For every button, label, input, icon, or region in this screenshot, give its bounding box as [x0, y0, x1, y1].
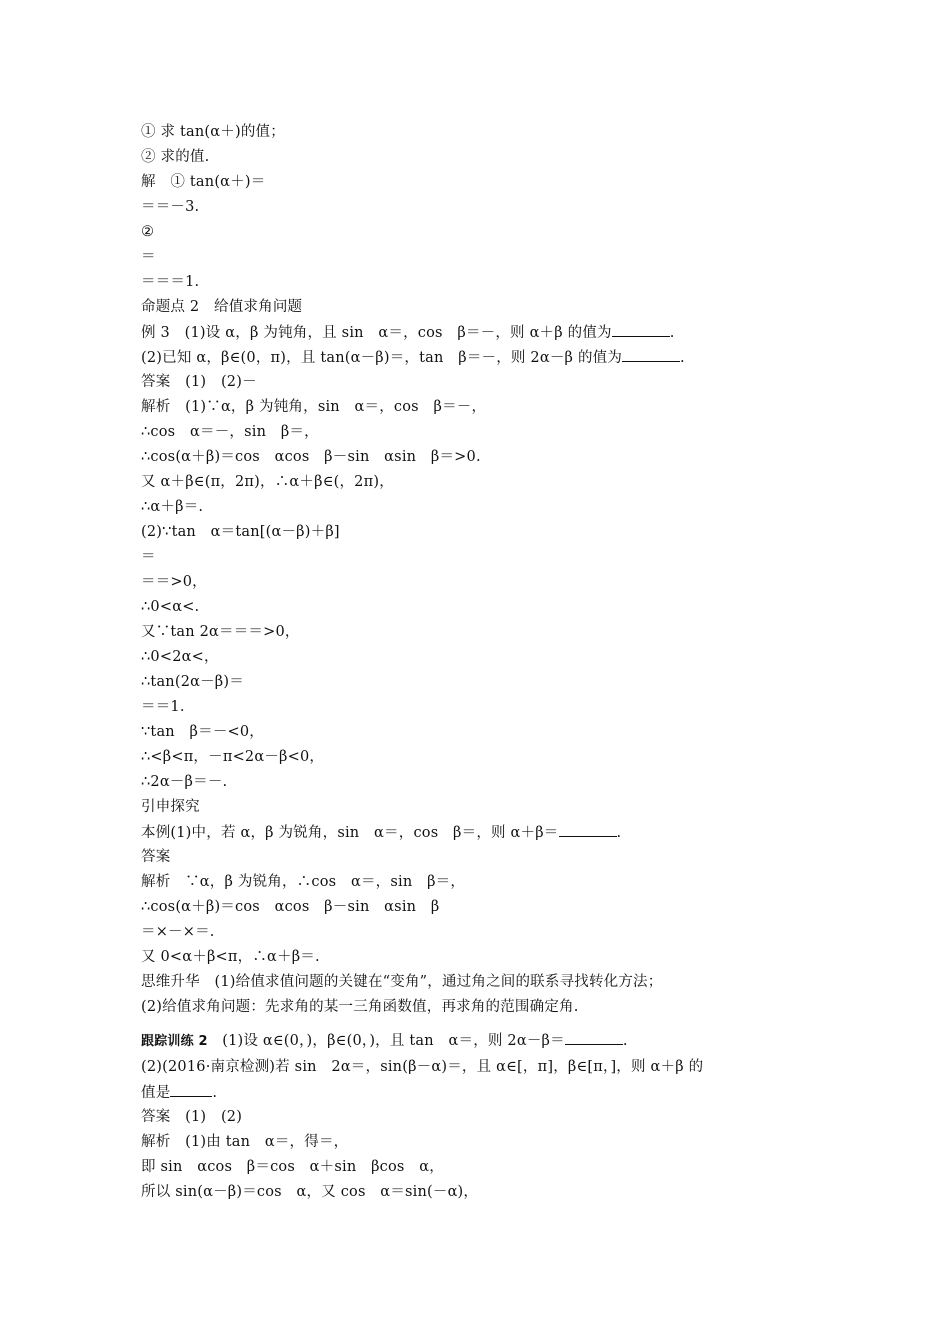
example-question-1	[141, 322, 675, 343]
analysis-line: 解析 (1)∵α，β 为钝角，sin α＝，cos β＝－，	[141, 399, 487, 415]
text-line: ＝×－×＝.	[141, 924, 215, 940]
text-line: ＝	[141, 249, 156, 265]
analysis-line: 解析 (1)由 tan α＝，得＝，	[141, 1134, 349, 1150]
section-heading: 引申探究	[141, 799, 200, 815]
question-text: 例 3 (1)设 α，β 为钝角，且 sin α＝，cos β＝－，则 α＋β 的值为	[141, 325, 612, 341]
period: .	[680, 350, 685, 366]
text-line: ②	[141, 224, 155, 240]
text-line: ＝＝＝1.	[141, 274, 200, 290]
text-line: ＝＝>0，	[141, 574, 207, 590]
text-line: ∴0<α<.	[141, 599, 200, 615]
text-line: (2)∵tan α＝tan[(α－β)＋β]	[141, 524, 340, 540]
answer-blank	[170, 1082, 212, 1097]
summary-line: (2)给值求角问题：先求角的某一三角函数值，再求角的范围确定角.	[141, 999, 579, 1015]
text-line: 又 α＋β∈(π，2π)，∴α＋β∈(，2π)，	[141, 474, 394, 490]
answer-blank	[612, 322, 670, 337]
text-line: ∴2α－β＝－.	[141, 774, 228, 790]
track-question-2: (2)(2016·南京检测)若 sin 2α＝，sin(β－α)＝，且 α∈[，π]，β∈[π，]，则 α＋β 的	[141, 1059, 704, 1075]
track-question-2-end	[141, 1082, 217, 1103]
text-line: ∵tan β＝－<0，	[141, 724, 264, 740]
text-line: ∴cos(α＋β)＝cos αcos β－sin αsin β＝>0.	[141, 449, 481, 465]
answer-line: 答案	[141, 849, 171, 865]
analysis-line: 解析 ∵α，β 为锐角，∴cos α＝，sin β＝，	[141, 874, 466, 890]
question-text: 值是	[141, 1085, 171, 1101]
text-line: ＝＝1.	[141, 699, 185, 715]
period: .	[669, 325, 675, 341]
extension-question	[141, 822, 621, 843]
track-question-1	[141, 1030, 628, 1052]
text-line: ∴<β<π，－π<2α－β<0，	[141, 749, 325, 765]
text-line: 又 0<α＋β<π，∴α＋β＝.	[141, 949, 320, 965]
question-text: (2)已知 α，β∈(0，π)，且 tan(α－β)＝，tan β＝－，则 2α－β 的值为	[141, 350, 623, 366]
text-line: ∴cos(α＋β)＝cos αcos β－sin αsin β	[141, 899, 440, 915]
text-line: ＝	[141, 549, 156, 565]
text-line: 即 sin αcos β＝cos α＋sin βcos α，	[141, 1159, 444, 1175]
question-text: (1)设 α∈(0，)，β∈(0，)，且 tan α＝，则 2α－β＝	[222, 1033, 565, 1049]
question-text: 本例(1)中，若 α，β 为锐角，sin α＝，cos β＝，则 α＋β＝	[141, 825, 559, 841]
text-line: ∴0<2α<，	[141, 649, 219, 665]
answer-line: 答案 (1) (2)－	[141, 374, 257, 390]
text-line: 又∵tan 2α＝＝＝>0，	[141, 624, 300, 640]
text-line: 解 ① tan(α＋)＝	[141, 174, 266, 190]
text-line: ∴α＋β＝.	[141, 499, 204, 515]
text-line: ∴cos α＝－，sin β＝，	[141, 424, 319, 440]
example-question-2	[141, 347, 685, 368]
answer-blank	[559, 822, 617, 837]
section-heading: 命题点 2 给值求角问题	[141, 299, 303, 315]
answer-blank	[565, 1030, 623, 1045]
track-training-label: 跟踪训练 2	[141, 1034, 208, 1049]
period: .	[616, 825, 622, 841]
text-line: ∴tan(2α－β)＝	[141, 674, 244, 690]
period: .	[212, 1085, 218, 1101]
text-line: ＝＝－3.	[141, 199, 200, 215]
text-line: ② 求的值.	[141, 149, 210, 165]
period: .	[622, 1033, 628, 1049]
text-line: ① 求 tan(α＋)的值；	[141, 124, 285, 140]
text-line: 所以 sin(α－β)＝cos α，又 cos α＝sin(－α)，	[141, 1184, 479, 1200]
answer-blank	[622, 347, 680, 362]
answer-line: 答案 (1) (2)	[141, 1109, 243, 1125]
summary-line: 思维升华 (1)给值求值问题的关键在“变角”，通过角之间的联系寻找转化方法；	[141, 974, 663, 990]
